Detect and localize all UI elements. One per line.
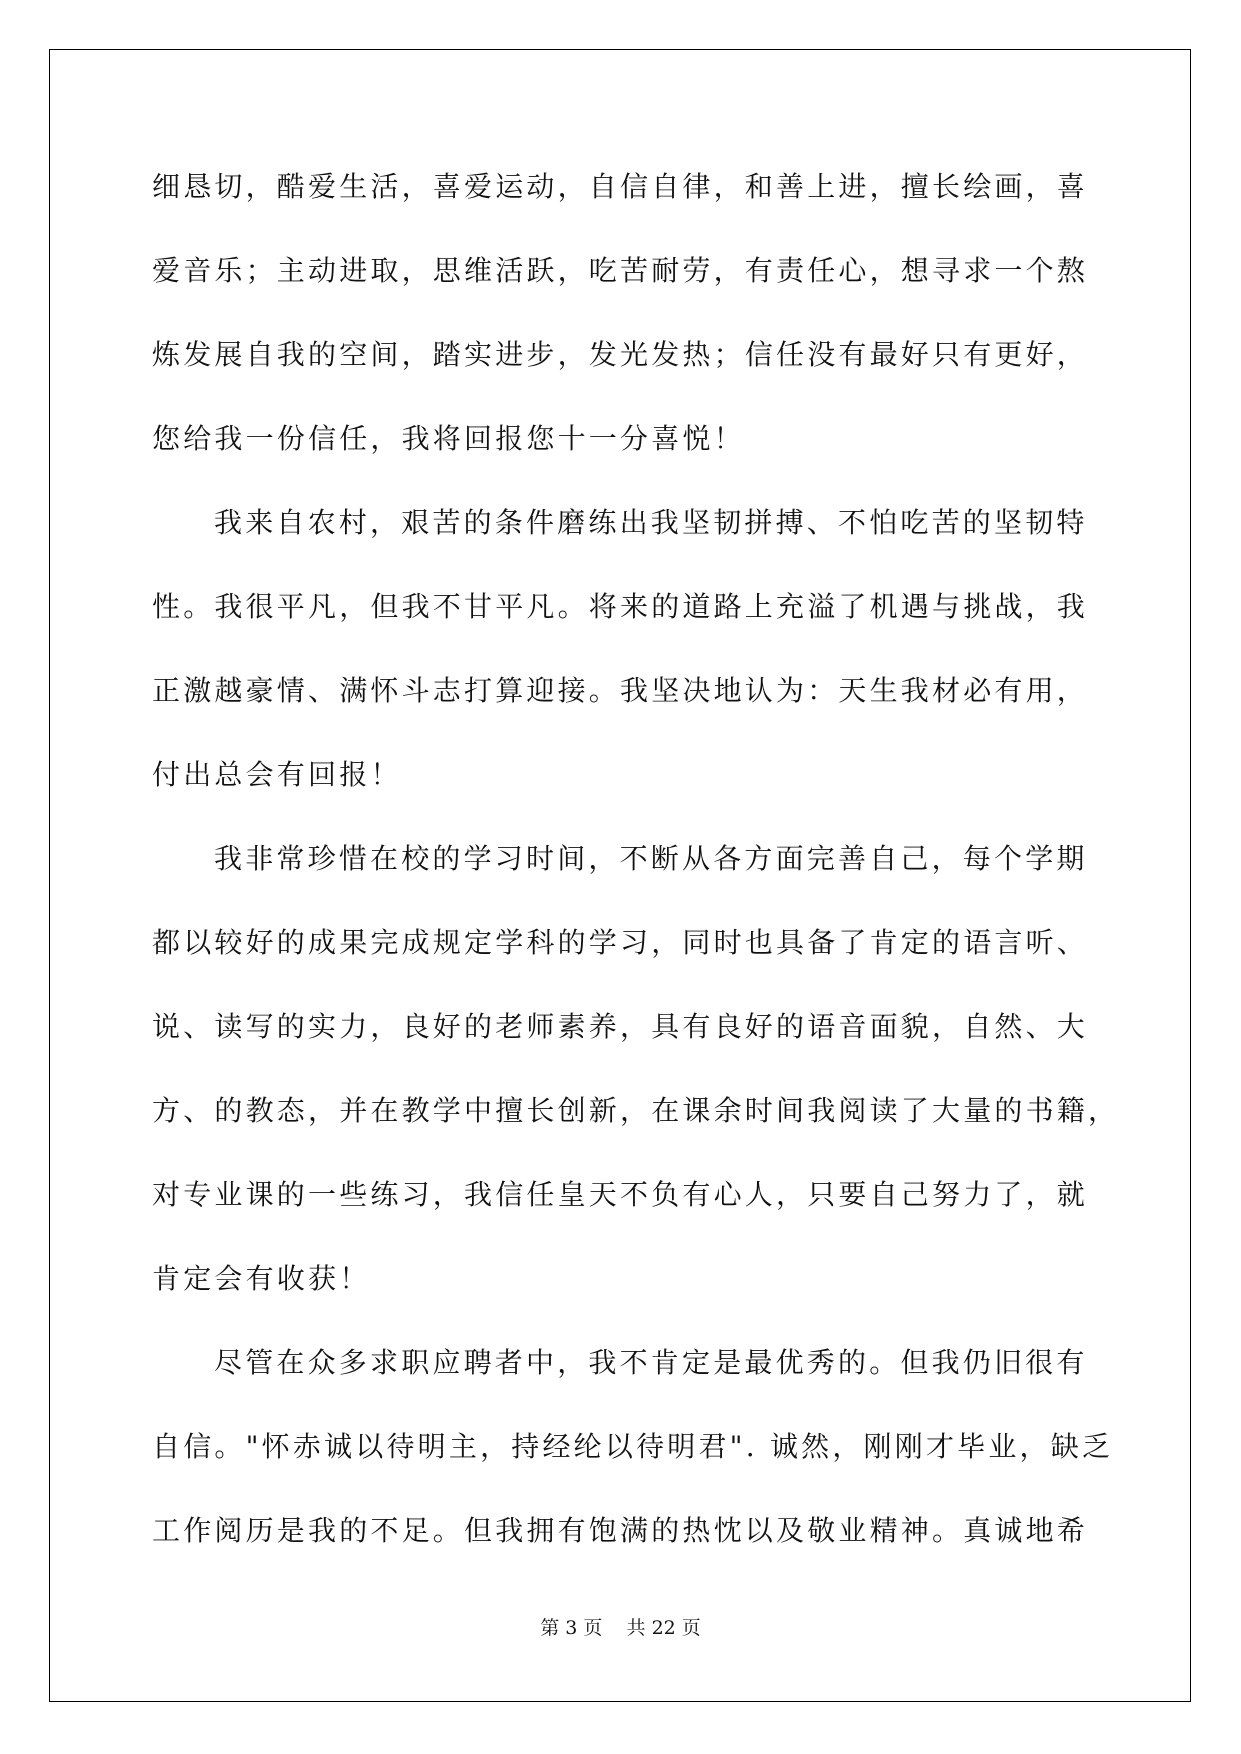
text-line: 性。我很平凡，但我不甘平凡。将来的道路上充溢了机遇与挑战，我 [152,590,1089,623]
text-line: 方、的教态，并在教学中擅长创新，在课余时间我阅读了大量的书籍， [152,1094,1120,1127]
text-line: 自信。"怀赤诚以待明主，持经纶以待明君". 诚然，刚刚才毕业，缺乏 [152,1430,1114,1463]
text-line: 尽管在众多求职应聘者中，我不肯定是最优秀的。但我仍旧很有 [214,1346,1088,1379]
page-number: 第 3 页 [540,1617,603,1639]
text-line: 爱音乐；主动进取，思维活跃，吃苦耐劳，有责任心，想寻求一个熬 [152,254,1089,287]
document-body [152,165,1120,1593]
text-line: 都以较好的成果完成规定学科的学习，同时也具备了肯定的语言听、 [152,926,1089,959]
page-footer [0,1613,1241,1640]
text-line: 对专业课的一些练习，我信任皇天不负有心人，只要自己努力了，就 [152,1178,1089,1211]
text-line: 付出总会有回报！ [152,758,402,791]
text-line: 我非常珍惜在校的学习时间，不断从各方面完善自己，每个学期 [214,842,1088,875]
text-line: 肯定会有收获！ [152,1262,371,1295]
text-line: 炼发展自我的空间，踏实进步，发光发热；信任没有最好只有更好， [152,338,1089,371]
text-line: 我来自农村，艰苦的条件磨练出我坚韧拼搏、不怕吃苦的坚韧特 [214,506,1088,539]
page-total: 共 22 页 [626,1617,701,1639]
text-line: 细恳切，酷爱生活，喜爱运动，自信自律，和善上进，擅长绘画，喜 [152,170,1089,203]
text-line: 您给我一份信任，我将回报您十一分喜悦！ [152,422,745,455]
text-line: 说、读写的实力，良好的老师素养，具有良好的语音面貌，自然、大 [152,1010,1089,1043]
text-line: 正激越豪情、满怀斗志打算迎接。我坚决地认为：天生我材必有用， [152,674,1089,707]
text-line: 工作阅历是我的不足。但我拥有饱满的热忱以及敬业精神。真诚地希 [152,1514,1089,1547]
